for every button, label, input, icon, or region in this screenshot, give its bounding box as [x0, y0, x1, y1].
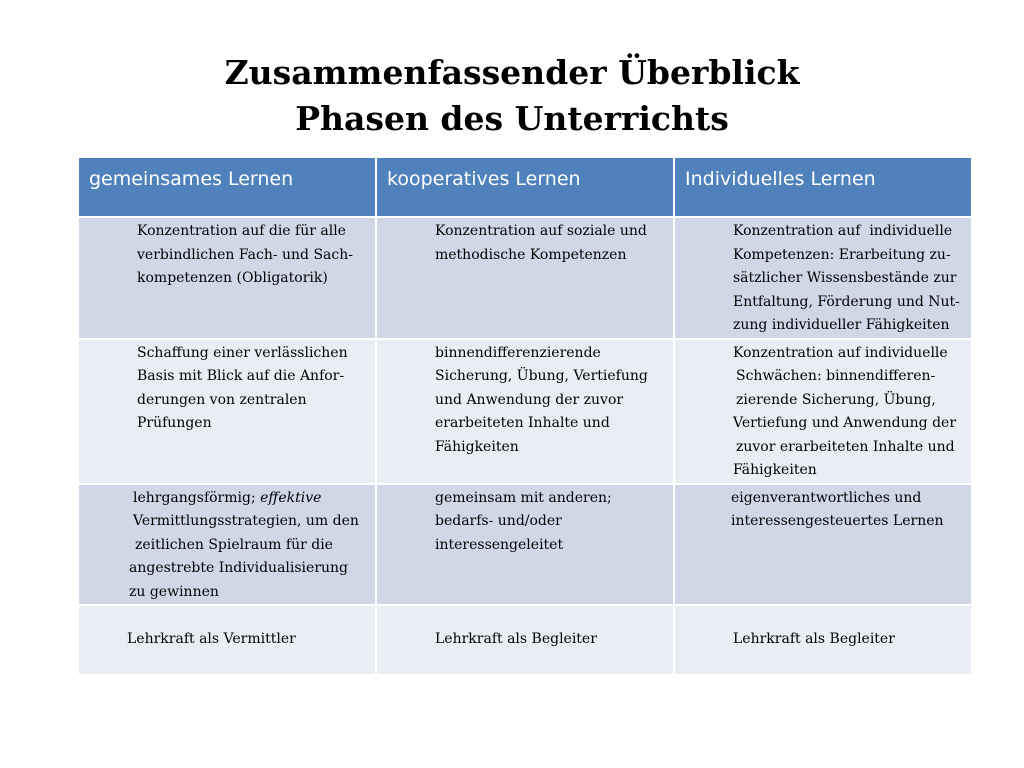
table-row [78, 484, 972, 606]
table-cell [674, 217, 972, 339]
cell-line: gemeinsam mit anderen; [435, 489, 612, 506]
title-line-1: Zusammenfassender Überblick [224, 53, 800, 92]
cell-line: kompetenzen (Obligatorik) [137, 270, 328, 286]
table-row [78, 605, 972, 675]
cell-line: Konzentration auf die für alle [137, 223, 346, 239]
table-cell [376, 605, 674, 675]
cell-line: Lehrkraft als Begleiter [435, 631, 597, 648]
cell-line: Lehrkraft als Begleiter [733, 631, 895, 648]
cell-line: Konzentration auf individuelle [733, 223, 953, 239]
header-gemeinsames-lernen: gemeinsames Lernen [78, 157, 376, 217]
cell-line: und Anwendung der zuvor [435, 391, 624, 408]
cell-line: eigenverantwortliches und [731, 489, 922, 506]
cell-line: binnendifferenzierende [435, 344, 601, 361]
header-row [78, 157, 972, 217]
cell-line: Sicherung, Übung, Vertiefung [435, 368, 648, 384]
cell-line: zeitlichen Spielraum für die [135, 536, 333, 553]
cell-line: zu gewinnen [129, 583, 219, 600]
cell-line: Prüfungen [137, 415, 212, 431]
cell-line: Kompetenzen: Erarbeitung zu- [733, 246, 951, 263]
table-cell [78, 217, 376, 339]
table-cell [674, 484, 972, 606]
cell-line: Schaffung einer verlässlichen [137, 344, 348, 361]
slide-title [0, 50, 1024, 142]
emphasis-text: effektive [260, 489, 322, 506]
cell-line [129, 487, 375, 511]
cell-line: zierende Sicherung, Übung, [736, 391, 936, 408]
cell-line: angestrebte Individualisierung [129, 560, 349, 576]
cell-line: Lehrkraft als Vermittler [127, 631, 296, 648]
table-cell [674, 339, 972, 484]
cell-line: Schwächen: binnendifferen- [736, 368, 936, 384]
cell-line: verbindlichen Fach- und Sach- [137, 246, 353, 263]
header-individuelles-lernen: Individuelles Lernen [674, 157, 972, 217]
cell-line: sätzlicher Wissensbestände zur [733, 270, 957, 286]
cell-line: erarbeiteten Inhalte und [435, 415, 610, 431]
cell-line: interessengeleitet [435, 536, 564, 553]
cell-line: Vermittlungsstrategien, um den [133, 513, 359, 529]
cell-line: Entfaltung, Förderung und Nut- [733, 293, 960, 310]
table-cell [78, 484, 376, 606]
header-kooperatives-lernen: kooperatives Lernen [376, 157, 674, 217]
cell-line: Konzentration auf soziale und [435, 223, 647, 239]
cell-line: interessengesteuertes Lernen [731, 513, 944, 529]
cell-line: Basis mit Blick auf die Anfor- [137, 368, 345, 384]
table-cell [78, 605, 376, 675]
table-cell [376, 484, 674, 606]
cell-line: zung individueller Fähigkeiten [733, 317, 950, 333]
cell-line: Vertiefung und Anwendung der [733, 415, 957, 431]
table-cell [78, 339, 376, 484]
cell-line: derungen von zentralen [137, 391, 307, 408]
phases-table [77, 156, 973, 676]
cell-line: Fähigkeiten [733, 462, 817, 478]
table-cell [376, 217, 674, 339]
cell-line: zuvor erarbeiteten Inhalte und [736, 438, 955, 455]
table-row [78, 339, 972, 484]
cell-line: Konzentration auf individuelle [733, 344, 948, 361]
cell-text: lehrgangsförmig; [133, 489, 261, 506]
title-line-2: Phasen des Unterrichts [295, 99, 729, 138]
cell-line: bedarfs- und/oder [435, 513, 562, 529]
cell-line: Fähigkeiten [435, 438, 519, 455]
table-row [78, 217, 972, 339]
cell-line: methodische Kompetenzen [435, 246, 627, 263]
table-cell [674, 605, 972, 675]
table-cell [376, 339, 674, 484]
